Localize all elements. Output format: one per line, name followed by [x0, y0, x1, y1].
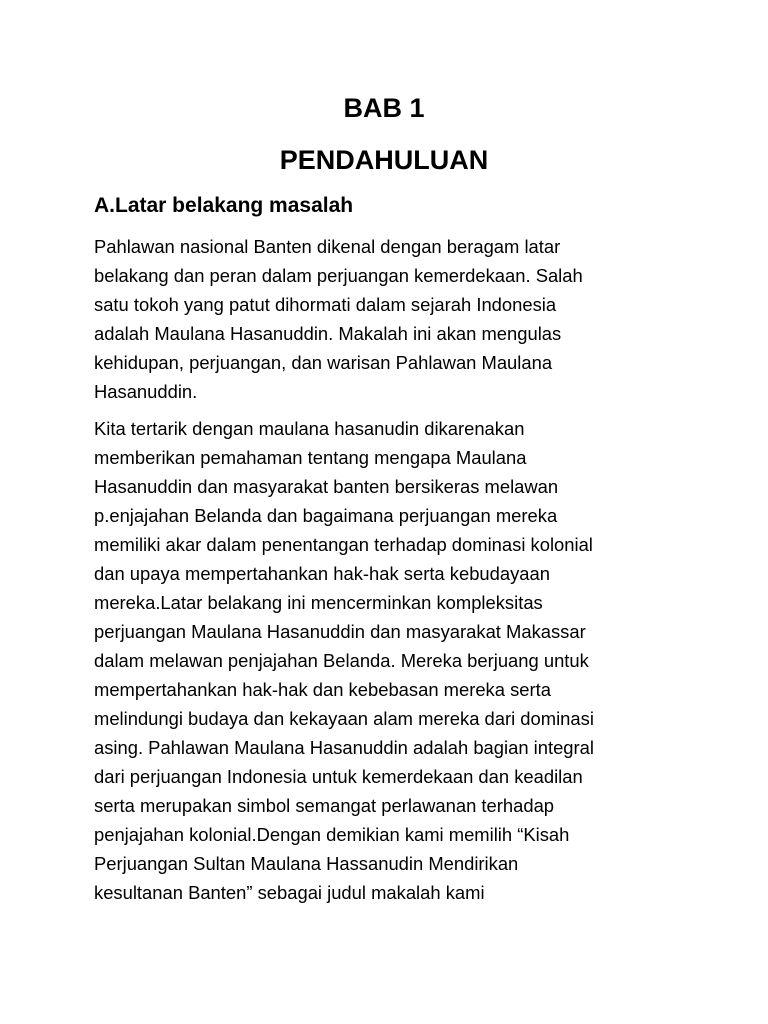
chapter-heading: BAB 1 [343, 93, 425, 123]
paragraph-1 [94, 232, 684, 406]
section-heading: A.Latar belakang masalah [94, 194, 354, 217]
paragraph-line: Hasanuddin dan masyarakat banten bersikeras melawan [94, 476, 559, 497]
paragraph-line: mereka.Latar belakang ini mencerminkan kompleksitas [94, 592, 543, 613]
paragraph-line: mempertahankan hak-hak dan kebebasan mereka serta [94, 679, 551, 700]
paragraph-line: dalam melawan penjajahan Belanda. Mereka berjuang untuk [94, 650, 589, 671]
paragraph-line: perjuangan Maulana Hasanuddin dan masyarakat Makassar [94, 621, 586, 642]
paragraph-line: Perjuangan Sultan Maulana Hassanudin Mendirikan [94, 853, 519, 874]
paragraph-line: dari perjuangan Indonesia untuk kemerdekaan dan keadilan [94, 766, 583, 787]
paragraph-line: Pahlawan nasional Banten dikenal dengan beragam latar [94, 236, 561, 257]
paragraph-line: satu tokoh yang patut dihormati dalam sejarah Indonesia [94, 294, 557, 315]
paragraph-line: dan upaya mempertahankan hak-hak serta kebudayaan [94, 563, 550, 584]
paragraph-line: asing. Pahlawan Maulana Hasanuddin adalah bagian integral [94, 737, 594, 758]
paragraph-line: kehidupan, perjuangan, dan warisan Pahlawan Maulana [94, 352, 553, 373]
chapter-title: PENDAHULUAN [279, 145, 489, 175]
paragraph-2 [94, 414, 684, 907]
paragraph-line: kesultanan Banten” sebagai judul makalah kami [94, 882, 485, 903]
paragraph-line: melindungi budaya dan kekayaan alam mereka dari dominasi [94, 708, 594, 729]
paragraph-line: belakang dan peran dalam perjuangan kemerdekaan. Salah [94, 265, 583, 286]
paragraph-line: p.enjajahan Belanda dan bagaimana perjuangan mereka [94, 505, 558, 526]
paragraph-line: adalah Maulana Hasanuddin. Makalah ini akan mengulas [94, 323, 562, 344]
paragraph-line: memiliki akar dalam penentangan terhadap dominasi kolonial [94, 534, 593, 555]
paragraph-line: penjajahan kolonial.Dengan demikian kami memilih “Kisah [94, 824, 570, 845]
paragraph-line: Kita tertarik dengan maulana hasanudin dikarenakan [94, 418, 525, 439]
paragraph-line: memberikan pemahaman tentang mengapa Maulana [94, 447, 527, 468]
paragraph-line: serta merupakan simbol semangat perlawanan terhadap [94, 795, 555, 816]
paragraph-line: Hasanuddin. [94, 381, 198, 402]
